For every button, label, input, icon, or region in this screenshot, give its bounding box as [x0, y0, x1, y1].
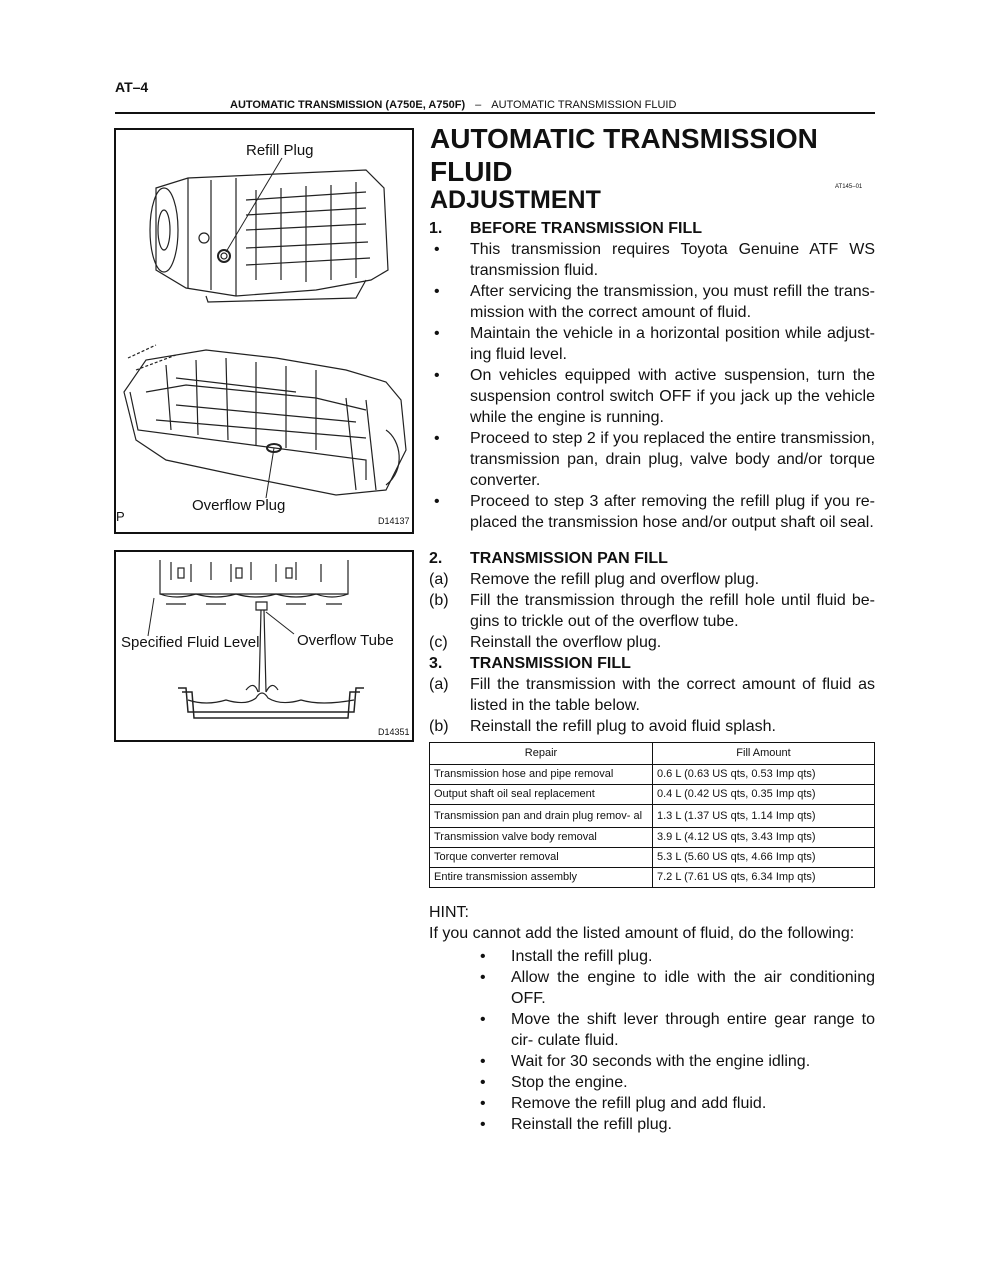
- list-item-text: Allow the engine to idle with the air conditioning OFF.: [511, 969, 875, 1007]
- bullet-icon: •: [434, 430, 440, 447]
- table-row: [430, 848, 875, 868]
- table-row: [430, 828, 875, 848]
- step-title: TRANSMISSION FILL: [470, 655, 631, 672]
- header-rule: [115, 112, 875, 114]
- reference-code: AT145–01: [835, 184, 863, 190]
- list-item: [429, 716, 875, 737]
- list-item-text: Move the shift lever through entire gear range to cir- culate fluid.: [511, 1011, 875, 1049]
- hint-list: [470, 946, 875, 1135]
- overflow-plug-label: Overflow Plug: [192, 497, 286, 514]
- step-title: BEFORE TRANSMISSION FILL: [470, 220, 702, 237]
- list-item-text: Reinstall the refill plug to avoid fluid splash.: [470, 718, 776, 735]
- table-cell: Output shaft oil seal replacement: [430, 785, 653, 805]
- list-item-text: Fill the transmission with the correct amount of fluid as listed in the table below.: [470, 676, 875, 714]
- figure-refill-overflow: [114, 128, 414, 534]
- figure-overflow-tube: [114, 550, 414, 742]
- substep-marker: (b): [429, 718, 449, 735]
- list-item: [429, 323, 875, 365]
- list-item-text: Fill the transmission through the refill hole until fluid be- gins to trickle out of the overflow tube.: [470, 592, 875, 630]
- column-header-repair: Repair: [430, 743, 653, 765]
- step-number: 1.: [429, 220, 443, 237]
- bullet-icon: •: [480, 948, 486, 965]
- figure-corner-mark: P: [116, 509, 125, 524]
- table-cell: 3.9 L (4.12 US qts, 3.43 Imp qts): [653, 828, 875, 848]
- list-item: [429, 590, 875, 632]
- table-header-row: [430, 743, 875, 765]
- list-item: [429, 569, 875, 590]
- table-cell: 7.2 L (7.61 US qts, 6.34 Imp qts): [653, 868, 875, 888]
- table-cell: 0.6 L (0.63 US qts, 0.53 Imp qts): [653, 765, 875, 785]
- bullet-icon: •: [480, 969, 486, 986]
- running-header: [230, 99, 676, 111]
- substep-marker: (a): [429, 571, 449, 588]
- list-item: [429, 674, 875, 716]
- table-cell: Transmission hose and pipe removal: [430, 765, 653, 785]
- table-row: [430, 765, 875, 785]
- step-heading: [429, 653, 875, 674]
- bullet-icon: •: [434, 325, 440, 342]
- table-cell: 5.3 L (5.60 US qts, 4.66 Imp qts): [653, 848, 875, 868]
- bullet-icon: •: [480, 1074, 486, 1091]
- list-item: [470, 1072, 875, 1093]
- list-item: [429, 428, 875, 491]
- substep-marker: (a): [429, 676, 449, 693]
- step-heading: [429, 548, 875, 569]
- substep-marker: (b): [429, 592, 449, 609]
- list-item: [470, 1093, 875, 1114]
- step-1: [429, 218, 875, 533]
- list-item-text: Maintain the vehicle in a horizontal position while adjust- ing fluid level.: [470, 325, 875, 363]
- bullet-icon: •: [480, 1095, 486, 1112]
- figure-code: D14137: [378, 516, 410, 526]
- bullet-icon: •: [434, 283, 440, 300]
- list-item: [429, 365, 875, 428]
- hint-intro: If you cannot add the listed amount of fluid, do the following:: [429, 925, 855, 942]
- table-row: [430, 805, 875, 828]
- list-item-text: Proceed to step 2 if you replaced the entire transmission, transmission pan, drain plug, valve body and/or torque converter.: [470, 430, 875, 489]
- header-separator: –: [475, 99, 482, 111]
- list-item: [429, 281, 875, 323]
- specified-fluid-level-label: Specified Fluid Level: [121, 634, 260, 651]
- page-number: AT–4: [115, 79, 149, 95]
- overflow-tube-label: Overflow Tube: [297, 632, 394, 649]
- list-item-text: Remove the refill plug and add fluid.: [511, 1095, 767, 1112]
- step-heading: [429, 218, 875, 239]
- step-title: TRANSMISSION PAN FILL: [470, 550, 668, 567]
- topic-title: AUTOMATIC TRANSMISSION FLUID: [491, 99, 677, 111]
- bullet-icon: •: [434, 493, 440, 510]
- list-item-text: Stop the engine.: [511, 1074, 628, 1091]
- table-cell: Entire transmission assembly: [430, 868, 653, 888]
- table-row: [430, 868, 875, 888]
- list-item-text: This transmission requires Toyota Genuine ATF WS transmission fluid.: [470, 241, 875, 279]
- table-cell: 0.4 L (0.42 US qts, 0.35 Imp qts): [653, 785, 875, 805]
- figure-code-2: D14351: [378, 727, 410, 737]
- transmission-illustration: [116, 130, 412, 532]
- step-number: 3.: [429, 655, 443, 672]
- bullet-icon: •: [480, 1053, 486, 1070]
- list-item-text: After servicing the transmission, you must refill the trans- mission with the correct amount of fluid.: [470, 283, 875, 321]
- bullet-icon: •: [434, 367, 440, 384]
- list-item: [470, 1051, 875, 1072]
- table-cell: 1.3 L (1.37 US qts, 1.14 Imp qts): [653, 805, 875, 828]
- column-header-fill-amount: Fill Amount: [653, 743, 875, 765]
- list-item: [470, 967, 875, 1009]
- table-cell: Transmission valve body removal: [430, 828, 653, 848]
- refill-plug-label: Refill Plug: [246, 142, 314, 159]
- list-item-text: Reinstall the overflow plug.: [470, 634, 662, 651]
- list-item-text: Wait for 30 seconds with the engine idling.: [511, 1053, 811, 1070]
- list-item-text: Reinstall the refill plug.: [511, 1116, 672, 1133]
- hint-label: HINT:: [429, 904, 469, 921]
- list-item: [429, 491, 875, 533]
- page-title: AUTOMATIC TRANSMISSION FLUID: [430, 123, 818, 187]
- table-cell: Torque converter removal: [430, 848, 653, 868]
- section-subtitle: ADJUSTMENT: [430, 186, 601, 214]
- step-number: 2.: [429, 550, 443, 567]
- bullet-icon: •: [480, 1116, 486, 1133]
- list-item-text: On vehicles equipped with active suspension, turn the suspension control switch OFF if you jack up the vehicle while the engine is running.: [470, 367, 875, 426]
- list-item-text: Proceed to step 3 after removing the refill plug if you re- placed the transmission hose and/or output shaft oil seal.: [470, 493, 875, 531]
- bullet-icon: •: [480, 1011, 486, 1028]
- step-2-3: [429, 548, 875, 737]
- bullet-icon: •: [434, 241, 440, 258]
- list-item: [470, 946, 875, 967]
- list-item: [470, 1009, 875, 1051]
- list-item: [470, 1114, 875, 1135]
- fill-amount-table: [429, 742, 875, 888]
- section-title: AUTOMATIC TRANSMISSION (A750E, A750F): [230, 99, 466, 111]
- substep-marker: (c): [429, 634, 448, 651]
- list-item: [429, 632, 875, 653]
- list-item-text: Remove the refill plug and overflow plug.: [470, 571, 760, 588]
- table-row: [430, 785, 875, 805]
- list-item-text: Install the refill plug.: [511, 948, 653, 965]
- table-cell: Transmission pan and drain plug remov- al: [430, 805, 653, 828]
- list-item: [429, 239, 875, 281]
